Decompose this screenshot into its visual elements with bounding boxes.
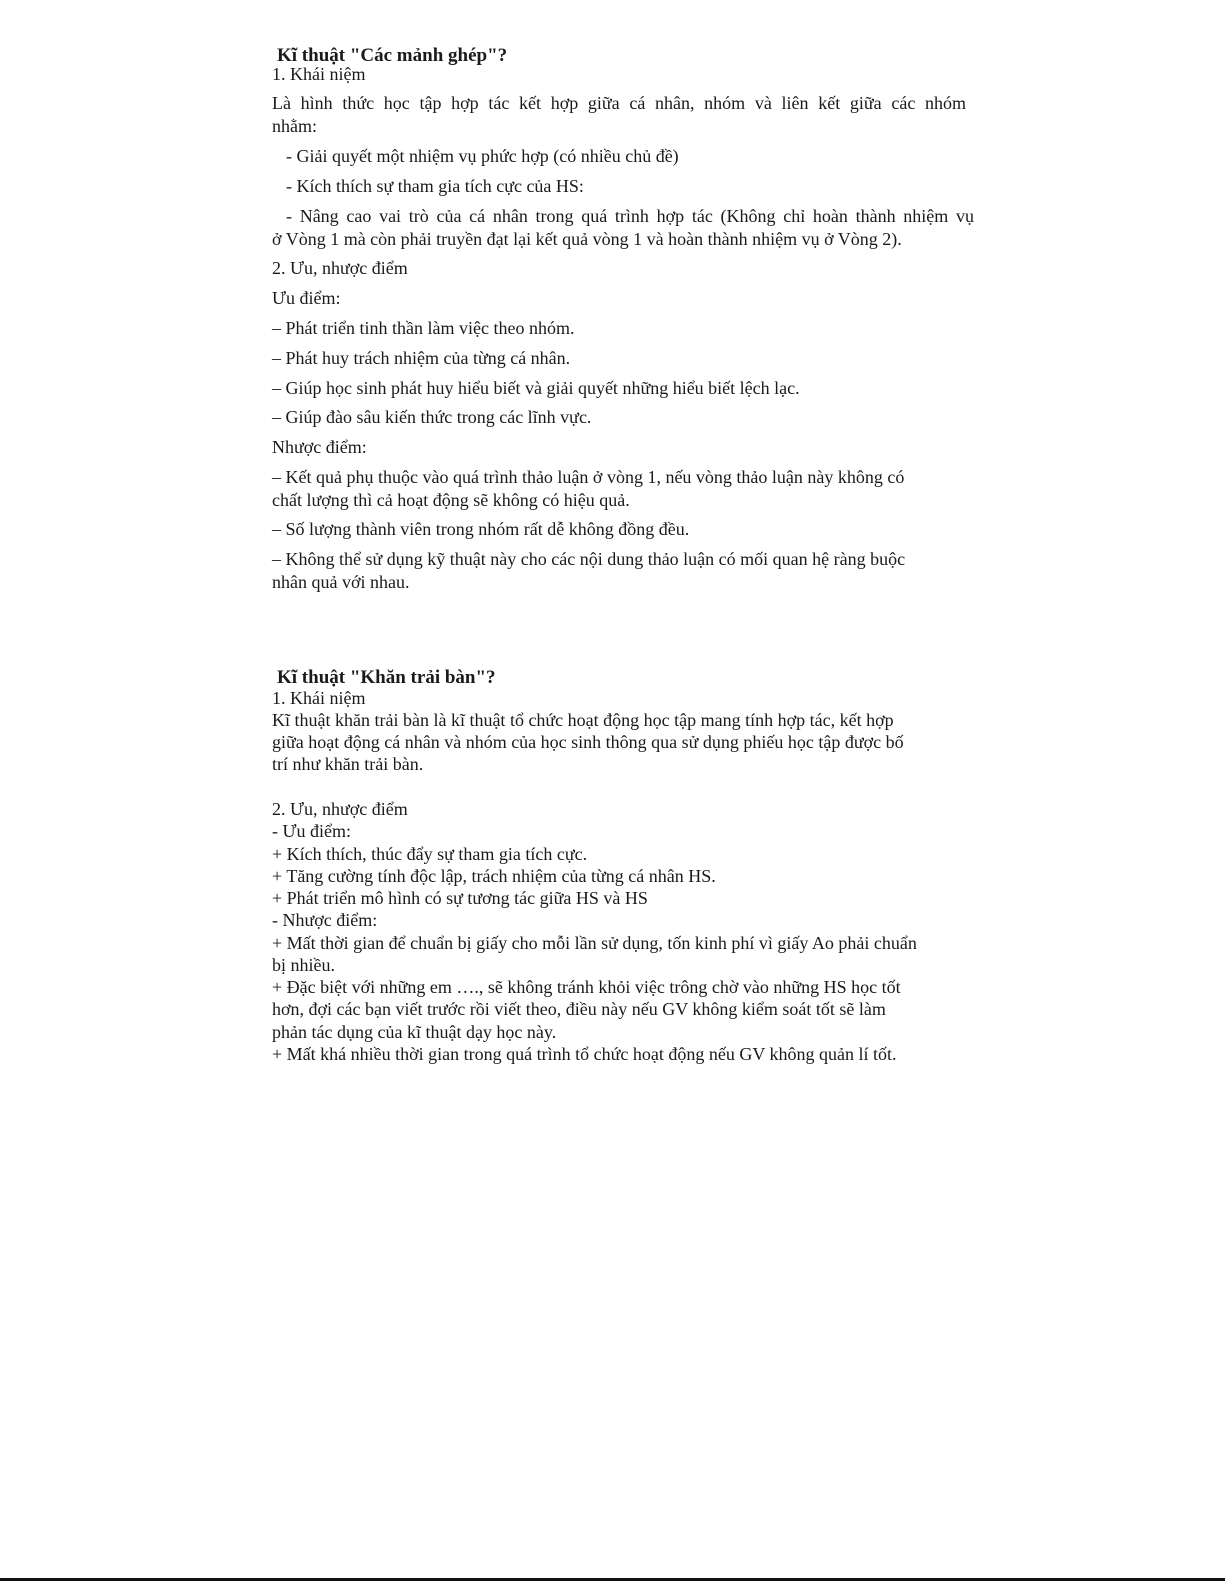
section2-concept-1: Kĩ thuật khăn trải bàn là kĩ thuật tổ chức hoạt động học tập mang tính hợp tác, kết hợp	[272, 710, 894, 730]
section1-concept-heading: 1. Khái niệm	[272, 64, 366, 84]
section1-pro-item: – Giúp học sinh phát huy hiểu biết và giải quyết những hiểu biết lệch lạc.	[272, 378, 800, 398]
section2-cons-heading: - Nhược điểm:	[272, 910, 378, 930]
section1-pro-item: – Phát triển tinh thần làm việc theo nhóm.	[272, 318, 575, 338]
section1-concept-text-1: Là hình thức học tập hợp tác kết hợp giữa cá nhân, nhóm và liên kết giữa các nhóm	[272, 93, 966, 113]
section2-pro-item: + Phát triển mô hình có sự tương tác giữa HS và HS	[272, 888, 648, 908]
section1-title: Kĩ thuật "Các mảnh ghép"?	[277, 45, 508, 66]
section2-pros-cons-heading: 2. Ưu, nhược điểm	[272, 799, 408, 819]
page-bottom-border	[0, 1578, 1225, 1581]
section1-concept-text-2: nhằm:	[272, 116, 317, 136]
section1-con-3b: nhân quả với nhau.	[272, 572, 410, 592]
section1-bullet-2: - Kích thích sự tham gia tích cực của HS:	[286, 176, 584, 196]
section2-pro-item: + Tăng cường tính độc lập, trách nhiệm của từng cá nhân HS.	[272, 866, 716, 886]
section1-bullet-1: - Giải quyết một nhiệm vụ phức hợp (có nhiều chủ đề)	[286, 146, 679, 166]
section1-bullet-3a: - Nâng cao vai trò của cá nhân trong quá trình hợp tác (Không chỉ hoàn thành nhiệm vụ	[286, 206, 974, 226]
section2-con-2c: phản tác dụng của kĩ thuật dạy học này.	[272, 1022, 557, 1042]
section1-con-2: – Số lượng thành viên trong nhóm rất dễ không đồng đều.	[272, 519, 690, 539]
section2-con-1a: + Mất thời gian để chuẩn bị giấy cho mỗi lần sử dụng, tốn kinh phí vì giấy Ao phải chuẩn	[272, 933, 917, 953]
section2-con-1b: bị nhiều.	[272, 955, 335, 975]
section2-title: Kĩ thuật "Khăn trải bàn"?	[277, 667, 496, 688]
section1-cons-heading: Nhược điểm:	[272, 437, 367, 457]
section2-pro-item: + Kích thích, thúc đẩy sự tham gia tích cực.	[272, 844, 588, 864]
section2-con-2a: + Đặc biệt với những em …., sẽ không tránh khỏi việc trông chờ vào những HS học tốt	[272, 977, 901, 997]
section1-pros-heading: Ưu điểm:	[272, 288, 341, 308]
section1-con-1b: chất lượng thì cả hoạt động sẽ không có hiệu quả.	[272, 490, 630, 510]
section1-pro-item: – Phát huy trách nhiệm của từng cá nhân.	[272, 348, 571, 368]
section2-con-2b: hơn, đợi các bạn viết trước rồi viết theo, điều này nếu GV không kiểm soát tốt sẽ làm	[272, 999, 886, 1019]
section1-con-1a: – Kết quả phụ thuộc vào quá trình thảo luận ở vòng 1, nếu vòng thảo luận này không có	[272, 467, 905, 487]
section1-bullet-3b: ở Vòng 1 mà còn phải truyền đạt lại kết quả vòng 1 và hoàn thành nhiệm vụ ở Vòng 2).	[272, 229, 902, 249]
section2-pros-heading: - Ưu điểm:	[272, 821, 351, 841]
section2-concept-2: giữa hoạt động cá nhân và nhóm của học sinh thông qua sử dụng phiếu học tập được bố	[272, 732, 904, 752]
section1-pro-item: – Giúp đào sâu kiến thức trong các lĩnh vực.	[272, 407, 592, 427]
section1-con-3a: – Không thể sử dụng kỹ thuật này cho các nội dung thảo luận có mối quan hệ ràng buộc	[272, 549, 906, 569]
section2-concept-3: trí như khăn trải bàn.	[272, 754, 424, 774]
section2-concept-heading: 1. Khái niệm	[272, 688, 366, 708]
section1-pros-cons-heading: 2. Ưu, nhược điểm	[272, 258, 408, 278]
section2-con-3: + Mất khá nhiều thời gian trong quá trình tổ chức hoạt động nếu GV không quản lí tốt.	[272, 1044, 897, 1064]
